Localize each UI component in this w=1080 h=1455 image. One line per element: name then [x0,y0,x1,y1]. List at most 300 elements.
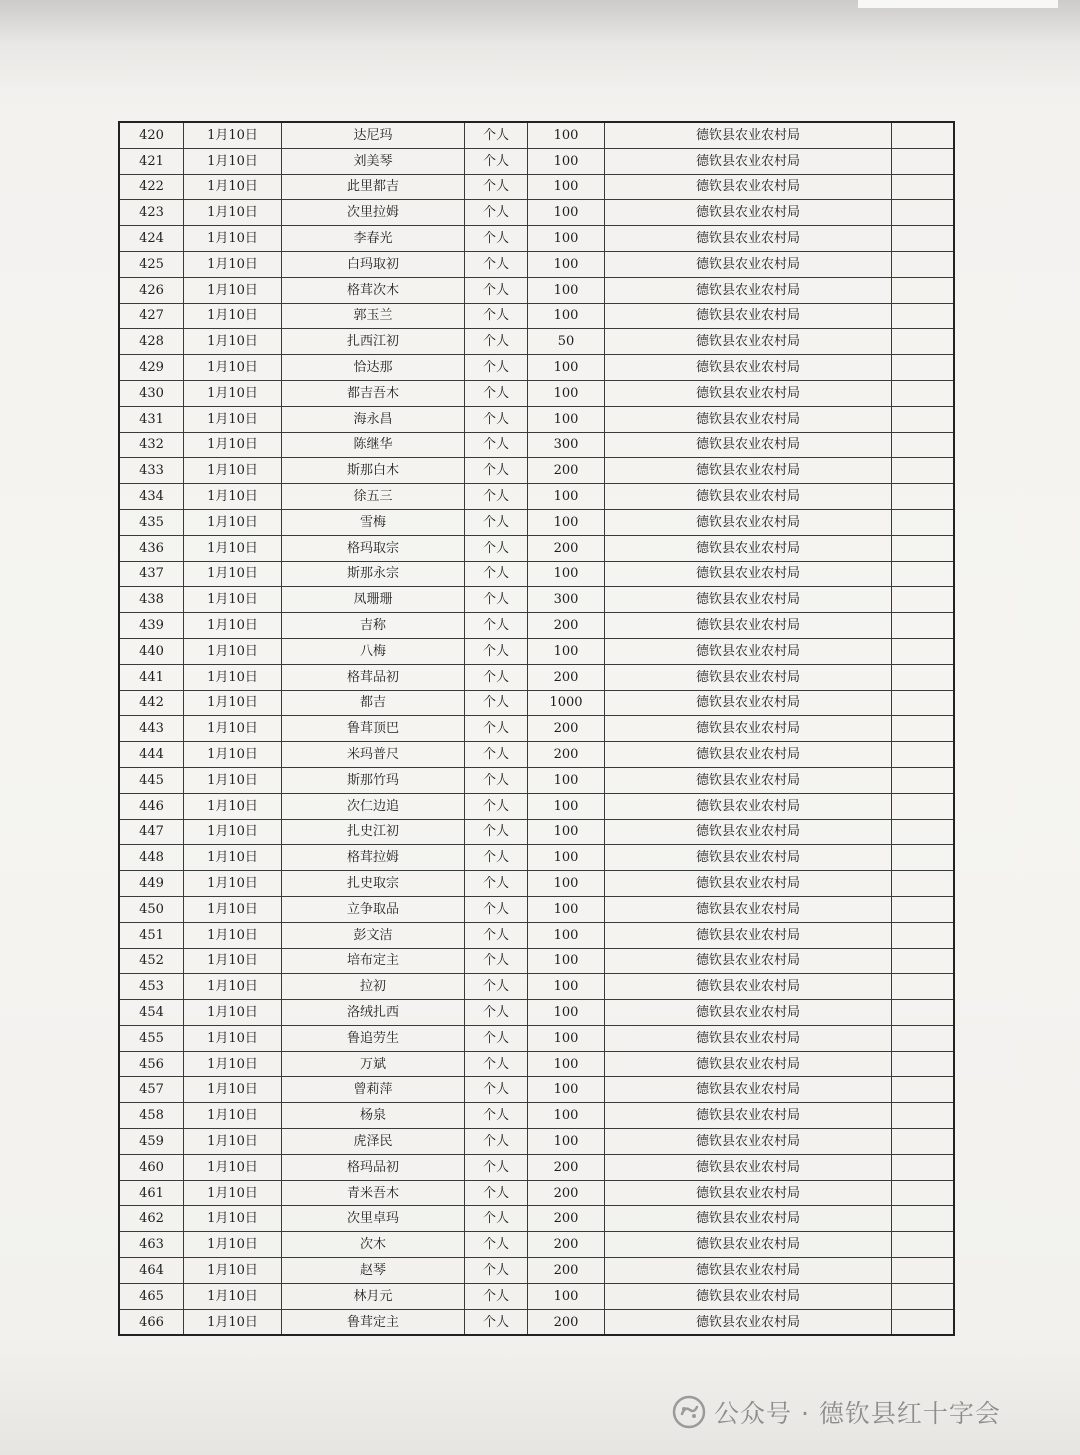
row-note [892,458,955,484]
donor-unit: 德钦县农业农村局 [605,1129,892,1155]
row-note [892,484,955,510]
donor-unit: 德钦县农业农村局 [605,793,892,819]
donor-type: 个人 [465,200,528,226]
row-note [892,587,955,613]
donor-type: 个人 [465,1051,528,1077]
row-note [892,1154,955,1180]
donation-amount: 100 [528,484,605,510]
donor-unit: 德钦县农业农村局 [605,690,892,716]
donor-type: 个人 [465,871,528,897]
donor-name: 斯那竹玛 [282,767,465,793]
donor-type: 个人 [465,1103,528,1129]
row-note [892,948,955,974]
donor-type: 个人 [465,948,528,974]
donor-name: 徐五三 [282,484,465,510]
donation-amount: 200 [528,458,605,484]
donor-unit: 德钦县农业农村局 [605,767,892,793]
row-number: 423 [119,200,184,226]
row-number: 461 [119,1180,184,1206]
donor-type: 个人 [465,251,528,277]
donor-unit: 德钦县农业农村局 [605,561,892,587]
row-date: 1月10日 [184,432,282,458]
row-date: 1月10日 [184,819,282,845]
donation-amount: 100 [528,1000,605,1026]
donor-type: 个人 [465,1077,528,1103]
table-row [119,1309,954,1335]
wechat-official-account-icon [672,1395,706,1429]
row-number: 458 [119,1103,184,1129]
row-note [892,561,955,587]
row-note [892,1180,955,1206]
donor-name: 格玛取宗 [282,535,465,561]
row-date: 1月10日 [184,1283,282,1309]
donor-unit: 德钦县农业农村局 [605,1154,892,1180]
row-date: 1月10日 [184,1103,282,1129]
row-date: 1月10日 [184,355,282,381]
table-row [119,974,954,1000]
row-note [892,1232,955,1258]
row-date: 1月10日 [184,871,282,897]
table-row [119,303,954,329]
row-number: 449 [119,871,184,897]
donation-amount: 100 [528,767,605,793]
donation-amount: 100 [528,251,605,277]
row-number: 444 [119,742,184,768]
row-note [892,716,955,742]
row-number: 454 [119,1000,184,1026]
row-note [892,535,955,561]
row-number: 434 [119,484,184,510]
table-row [119,329,954,355]
row-number: 453 [119,974,184,1000]
donation-amount: 200 [528,716,605,742]
table-row [119,690,954,716]
row-note [892,277,955,303]
donation-amount: 100 [528,1129,605,1155]
donor-unit: 德钦县农业农村局 [605,277,892,303]
donor-type: 个人 [465,148,528,174]
row-number: 430 [119,380,184,406]
row-date: 1月10日 [184,793,282,819]
row-date: 1月10日 [184,1025,282,1051]
donor-type: 个人 [465,638,528,664]
donor-name: 拉初 [282,974,465,1000]
donation-amount: 100 [528,406,605,432]
donor-unit: 德钦县农业农村局 [605,226,892,252]
row-number: 429 [119,355,184,381]
donation-amount: 100 [528,380,605,406]
table-row [119,948,954,974]
donor-unit: 德钦县农业农村局 [605,1309,892,1335]
donation-amount: 200 [528,613,605,639]
watermark [672,1392,1001,1432]
donor-name: 曾莉萍 [282,1077,465,1103]
donation-amount: 200 [528,1309,605,1335]
table-row [119,716,954,742]
row-note [892,355,955,381]
donor-name: 格茸次木 [282,277,465,303]
donor-unit: 德钦县农业农村局 [605,613,892,639]
row-number: 420 [119,122,184,148]
row-date: 1月10日 [184,1129,282,1155]
donor-name: 格茸拉姆 [282,845,465,871]
table-row [119,922,954,948]
donor-name: 虎泽民 [282,1129,465,1155]
donor-type: 个人 [465,303,528,329]
donor-type: 个人 [465,277,528,303]
donor-unit: 德钦县农业农村局 [605,819,892,845]
donor-type: 个人 [465,1206,528,1232]
row-date: 1月10日 [184,767,282,793]
donor-type: 个人 [465,329,528,355]
donor-name: 立争取品 [282,896,465,922]
donation-amount: 200 [528,742,605,768]
donor-unit: 德钦县农业农村局 [605,148,892,174]
donor-unit: 德钦县农业农村局 [605,1283,892,1309]
donor-type: 个人 [465,793,528,819]
donation-amount: 100 [528,200,605,226]
table-row [119,277,954,303]
row-number: 442 [119,690,184,716]
donor-type: 个人 [465,509,528,535]
table-row [119,767,954,793]
donor-unit: 德钦县农业农村局 [605,509,892,535]
donor-type: 个人 [465,845,528,871]
row-note [892,432,955,458]
table-row [119,458,954,484]
donor-name: 白玛取初 [282,251,465,277]
donation-amount: 200 [528,1154,605,1180]
donation-amount: 200 [528,1180,605,1206]
table-row [119,355,954,381]
table-row [119,380,954,406]
donor-type: 个人 [465,1258,528,1284]
donor-name: 达尼玛 [282,122,465,148]
row-note [892,509,955,535]
table-row [119,742,954,768]
donor-name: 恰达那 [282,355,465,381]
table-row [119,1180,954,1206]
donation-amount: 100 [528,277,605,303]
row-number: 424 [119,226,184,252]
row-date: 1月10日 [184,922,282,948]
row-number: 455 [119,1025,184,1051]
donation-amount: 100 [528,896,605,922]
donation-amount: 100 [528,303,605,329]
donor-name: 吉称 [282,613,465,639]
row-date: 1月10日 [184,226,282,252]
donor-name: 八梅 [282,638,465,664]
table-row [119,1129,954,1155]
donor-name: 米玛普尺 [282,742,465,768]
row-date: 1月10日 [184,664,282,690]
row-number: 443 [119,716,184,742]
row-number: 450 [119,896,184,922]
donation-amount: 300 [528,432,605,458]
donor-type: 个人 [465,174,528,200]
table-row [119,1000,954,1026]
row-note [892,1000,955,1026]
row-number: 457 [119,1077,184,1103]
donor-type: 个人 [465,1283,528,1309]
donation-amount: 100 [528,1283,605,1309]
donor-unit: 德钦县农业农村局 [605,535,892,561]
donor-type: 个人 [465,1129,528,1155]
row-number: 431 [119,406,184,432]
row-note [892,1129,955,1155]
donor-name: 格茸品初 [282,664,465,690]
donor-name: 培布定主 [282,948,465,974]
donor-unit: 德钦县农业农村局 [605,251,892,277]
table-row [119,200,954,226]
row-note [892,380,955,406]
donor-name: 都吉 [282,690,465,716]
row-date: 1月10日 [184,148,282,174]
row-number: 462 [119,1206,184,1232]
table-row [119,793,954,819]
row-number: 466 [119,1309,184,1335]
table-row [119,148,954,174]
donor-type: 个人 [465,432,528,458]
donor-unit: 德钦县农业农村局 [605,587,892,613]
donation-amount: 100 [528,819,605,845]
row-number: 428 [119,329,184,355]
row-note [892,329,955,355]
donor-type: 个人 [465,122,528,148]
table-row [119,509,954,535]
donor-unit: 德钦县农业农村局 [605,174,892,200]
donation-amount: 300 [528,587,605,613]
row-date: 1月10日 [184,587,282,613]
row-date: 1月10日 [184,690,282,716]
donor-name: 此里都吉 [282,174,465,200]
donor-unit: 德钦县农业农村局 [605,922,892,948]
scan-shadow [0,0,1080,110]
row-number: 432 [119,432,184,458]
row-number: 426 [119,277,184,303]
donation-amount: 100 [528,871,605,897]
row-date: 1月10日 [184,561,282,587]
donor-type: 个人 [465,664,528,690]
row-number: 436 [119,535,184,561]
row-date: 1月10日 [184,380,282,406]
donor-name: 赵琴 [282,1258,465,1284]
donation-table [118,121,955,1336]
donor-unit: 德钦县农业农村局 [605,948,892,974]
donation-amount: 100 [528,355,605,381]
donor-name: 鲁追劳生 [282,1025,465,1051]
table-row [119,664,954,690]
donor-name: 扎西江初 [282,329,465,355]
row-number: 452 [119,948,184,974]
donor-type: 个人 [465,819,528,845]
donor-name: 次里拉姆 [282,200,465,226]
donor-unit: 德钦县农业农村局 [605,1258,892,1284]
donation-amount: 100 [528,845,605,871]
donor-unit: 德钦县农业农村局 [605,122,892,148]
row-note [892,767,955,793]
table-row [119,406,954,432]
donor-type: 个人 [465,226,528,252]
donor-unit: 德钦县农业农村局 [605,845,892,871]
donor-name: 洛绒扎西 [282,1000,465,1026]
row-date: 1月10日 [184,742,282,768]
donor-unit: 德钦县农业农村局 [605,380,892,406]
donation-amount: 100 [528,638,605,664]
row-note [892,974,955,1000]
donor-type: 个人 [465,587,528,613]
table-row [119,819,954,845]
table-row [119,1025,954,1051]
row-date: 1月10日 [184,1154,282,1180]
row-note [892,1283,955,1309]
donation-table-body [119,122,954,1335]
row-date: 1月10日 [184,458,282,484]
donor-type: 个人 [465,535,528,561]
donor-type: 个人 [465,458,528,484]
row-note [892,174,955,200]
donor-unit: 德钦县农业农村局 [605,871,892,897]
row-number: 441 [119,664,184,690]
row-note [892,200,955,226]
row-note [892,1258,955,1284]
row-date: 1月10日 [184,1206,282,1232]
donor-type: 个人 [465,484,528,510]
donor-name: 青米吾木 [282,1180,465,1206]
donor-type: 个人 [465,1154,528,1180]
row-date: 1月10日 [184,1077,282,1103]
donor-type: 个人 [465,974,528,1000]
donor-unit: 德钦县农业农村局 [605,432,892,458]
donation-amount: 100 [528,226,605,252]
donation-amount: 100 [528,793,605,819]
row-date: 1月10日 [184,1180,282,1206]
row-note [892,793,955,819]
row-number: 433 [119,458,184,484]
row-note [892,251,955,277]
table-row [119,1258,954,1284]
donation-amount: 200 [528,535,605,561]
row-note [892,303,955,329]
donor-name: 扎史江初 [282,819,465,845]
donation-amount: 100 [528,948,605,974]
row-note [892,226,955,252]
table-row [119,1232,954,1258]
table-row [119,226,954,252]
donation-amount: 200 [528,1206,605,1232]
row-note [892,1206,955,1232]
donor-unit: 德钦县农业农村局 [605,716,892,742]
row-number: 437 [119,561,184,587]
row-date: 1月10日 [184,638,282,664]
table-row [119,1154,954,1180]
row-number: 440 [119,638,184,664]
donor-name: 海永昌 [282,406,465,432]
donor-type: 个人 [465,896,528,922]
donor-unit: 德钦县农业农村局 [605,1103,892,1129]
row-date: 1月10日 [184,948,282,974]
donation-amount: 200 [528,1258,605,1284]
row-number: 448 [119,845,184,871]
row-note [892,1309,955,1335]
row-number: 451 [119,922,184,948]
donation-amount: 1000 [528,690,605,716]
donor-type: 个人 [465,1309,528,1335]
row-date: 1月10日 [184,1051,282,1077]
row-note [892,819,955,845]
row-note [892,638,955,664]
watermark-text: 公众号 · 德钦县红十字会 [714,1399,1001,1428]
donor-unit: 德钦县农业农村局 [605,1000,892,1026]
donor-name: 次里卓玛 [282,1206,465,1232]
table-row [119,1077,954,1103]
donation-amount: 100 [528,174,605,200]
donor-type: 个人 [465,690,528,716]
row-number: 427 [119,303,184,329]
row-note [892,742,955,768]
donor-name: 万斌 [282,1051,465,1077]
row-date: 1月10日 [184,277,282,303]
donor-name: 格玛品初 [282,1154,465,1180]
donor-name: 斯那白木 [282,458,465,484]
donation-amount: 200 [528,664,605,690]
donor-unit: 德钦县农业农村局 [605,200,892,226]
row-number: 425 [119,251,184,277]
row-date: 1月10日 [184,845,282,871]
donor-unit: 德钦县农业农村局 [605,664,892,690]
row-note [892,122,955,148]
row-date: 1月10日 [184,613,282,639]
row-note [892,1025,955,1051]
row-date: 1月10日 [184,974,282,1000]
donation-amount: 100 [528,1025,605,1051]
row-number: 445 [119,767,184,793]
table-row [119,1051,954,1077]
donor-unit: 德钦县农业农村局 [605,1180,892,1206]
table-row [119,484,954,510]
table-row [119,1103,954,1129]
row-number: 435 [119,509,184,535]
donor-type: 个人 [465,406,528,432]
table-row [119,535,954,561]
donor-unit: 德钦县农业农村局 [605,1025,892,1051]
donation-amount: 100 [528,122,605,148]
donor-unit: 德钦县农业农村局 [605,406,892,432]
donation-amount: 100 [528,922,605,948]
row-note [892,664,955,690]
row-number: 456 [119,1051,184,1077]
donor-unit: 德钦县农业农村局 [605,742,892,768]
row-note [892,871,955,897]
donor-unit: 德钦县农业农村局 [605,303,892,329]
row-number: 421 [119,148,184,174]
donor-unit: 德钦县农业农村局 [605,974,892,1000]
row-note [892,1051,955,1077]
donor-type: 个人 [465,1232,528,1258]
row-number: 447 [119,819,184,845]
row-note [892,148,955,174]
donor-name: 次仁边追 [282,793,465,819]
table-row [119,561,954,587]
donor-name: 刘美琴 [282,148,465,174]
donor-name: 凤珊珊 [282,587,465,613]
donor-unit: 德钦县农业农村局 [605,1232,892,1258]
row-number: 438 [119,587,184,613]
donation-amount: 100 [528,1103,605,1129]
table-row [119,587,954,613]
row-note [892,1103,955,1129]
table-row [119,122,954,148]
